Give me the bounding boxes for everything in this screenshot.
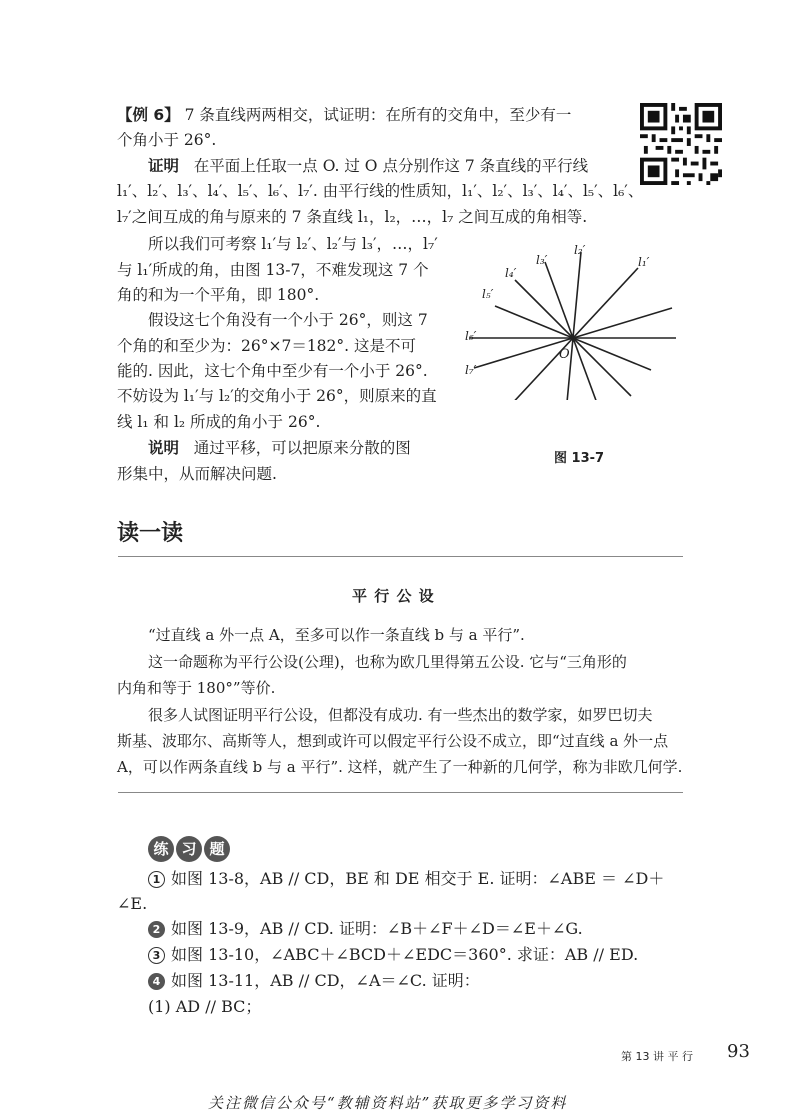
exercise-1-line-2: ∠E. — [117, 894, 148, 913]
para3-line-3: 能的. 因此，这七个角中至少有一个小于 26°. — [117, 362, 428, 380]
reading-p3-line-1: 很多人试图证明平行公设，但都没有成功. 有一些杰出的数学家，如罗巴切夫 — [148, 706, 653, 724]
figure-line-label-6: l₆′ — [465, 329, 477, 343]
proof-label: 证明 — [148, 157, 180, 175]
para2-line-1: 所以我们可考察 l₁′与 l₂′、l₂′与 l₃′，…，l₇′ — [148, 235, 438, 253]
proof-text-1: 在平面上任取一点 O. 过 O 点分别作这 7 条直线的平行线 — [193, 157, 589, 175]
exercise-3-number: 3 — [148, 947, 165, 964]
note-line-1 — [148, 437, 411, 459]
page-number: 93 — [727, 1041, 750, 1062]
figure-line-label-5: l₅′ — [482, 287, 494, 301]
exercise-title — [148, 836, 232, 862]
exercise-4-number: 4 — [148, 973, 165, 990]
example-line-2: 个角小于 26°. — [117, 131, 217, 149]
example-statement: 7 条直线两两相交，试证明：在所有的交角中，至少有一 — [184, 106, 572, 124]
note-label: 说明 — [148, 439, 180, 457]
proof-line-2: l₁′、l₂′、l₃′、l₄′、l₅′、l₆′、l₇′. 由平行线的性质知，l₁′、l₂′、l₃′、l₄′、l₅′、l₆′、 — [117, 182, 644, 200]
reading-p3-line-2: 斯基、波耶尔、高斯等人，想到或许可以假定平行公设不成立，即“过直线 a 外一点 — [117, 732, 669, 750]
para3-line-1: 假设这七个角没有一个小于 26°，则这 7 — [148, 311, 428, 329]
figure-line-label-7: l₇′ — [465, 363, 477, 377]
figure-center-label: O — [559, 347, 570, 362]
qr-code-image — [640, 103, 722, 185]
figure-line-label-1: l₁′ — [638, 255, 650, 269]
exercise-2-text: 如图 13-9，AB // CD. 证明：∠B＋∠F＋∠D＝∠E＋∠G. — [171, 919, 583, 938]
para3-line-2: 个角的和至少为：26°×7＝182°. 这是不可 — [117, 337, 417, 355]
exercise-title-char-1: 练 — [148, 836, 174, 862]
exercise-title-char-3: 题 — [204, 836, 230, 862]
proof-line-1 — [148, 155, 588, 177]
reading-p3-line-3: A，可以作两条直线 b 与 a 平行”. 这样，就产生了一种新的几何学，称为非欧几何学. — [117, 758, 683, 776]
example-label: 【例 6】 — [117, 106, 180, 124]
figure-line-label-4: l₄′ — [505, 266, 517, 280]
para2-line-3: 角的和为一个平角，即 180°. — [117, 286, 320, 304]
example-line-1 — [117, 104, 571, 126]
figure-line-label-2: l₂′ — [574, 243, 586, 257]
reading-p2-line-2: 内角和等于 180°”等价. — [117, 679, 276, 697]
exercise-4 — [148, 970, 480, 992]
exercise-3 — [148, 944, 638, 966]
reading-p1: “过直线 a 外一点 A，至多可以作一条直线 b 与 a 平行”. — [148, 626, 525, 644]
para3-line-5: 线 l₁ 和 l₂ 所成的角小于 26°. — [117, 413, 321, 431]
exercise-1-line-1 — [148, 868, 664, 890]
reading-title: 平 行 公 设 — [352, 587, 435, 605]
promo-footer: 关注微信公众号“教辅资料站”获取更多学习资料 — [208, 1094, 568, 1112]
reading-p2-line-1: 这一命题称为平行公设(公理)，也称为欧几里得第五公设. 它与“三角形的 — [148, 653, 627, 671]
para3-line-4: 不妨设为 l₁′与 l₂′的交角小于 26°，则原来的直 — [117, 387, 437, 405]
running-head: 第 13 讲 平 行 — [621, 1050, 693, 1063]
reading-top-rule — [118, 556, 683, 557]
exercise-3-text: 如图 13-10，∠ABC＋∠BCD＋∠EDC＝360°. 求证：AB // ED. — [171, 945, 639, 964]
exercise-4-sub-1: (1) AD // BC； — [148, 997, 262, 1016]
exercise-2 — [148, 918, 583, 940]
figure-caption: 图 13-7 — [554, 451, 605, 466]
note-text-1: 通过平移，可以把原来分散的图 — [193, 439, 411, 457]
reading-heading: 读一读 — [117, 521, 184, 546]
figure-13-7 — [460, 240, 690, 400]
exercise-1-text: 如图 13-8，AB // CD，BE 和 DE 相交于 E. 证明：∠ABE ＝ ∠D＋ — [171, 869, 665, 888]
exercise-2-number: 2 — [148, 921, 165, 938]
proof-line-3: l₇′之间互成的角与原来的 7 条直线 l₁，l₂，…，l₇ 之间互成的角相等. — [117, 208, 588, 226]
note-line-2: 形集中，从而解决问题. — [117, 465, 277, 483]
exercise-4-text: 如图 13-11，AB // CD，∠A＝∠C. 证明： — [171, 971, 480, 990]
figure-line-label-3: l₃′ — [536, 253, 548, 267]
exercise-1-number: 1 — [148, 871, 165, 888]
exercise-title-char-2: 习 — [176, 836, 202, 862]
figure-line-2 — [565, 252, 581, 400]
para2-line-2: 与 l₁′所成的角，由图 13-7，不难发现这 7 个 — [117, 261, 429, 279]
reading-bottom-rule — [118, 792, 683, 793]
